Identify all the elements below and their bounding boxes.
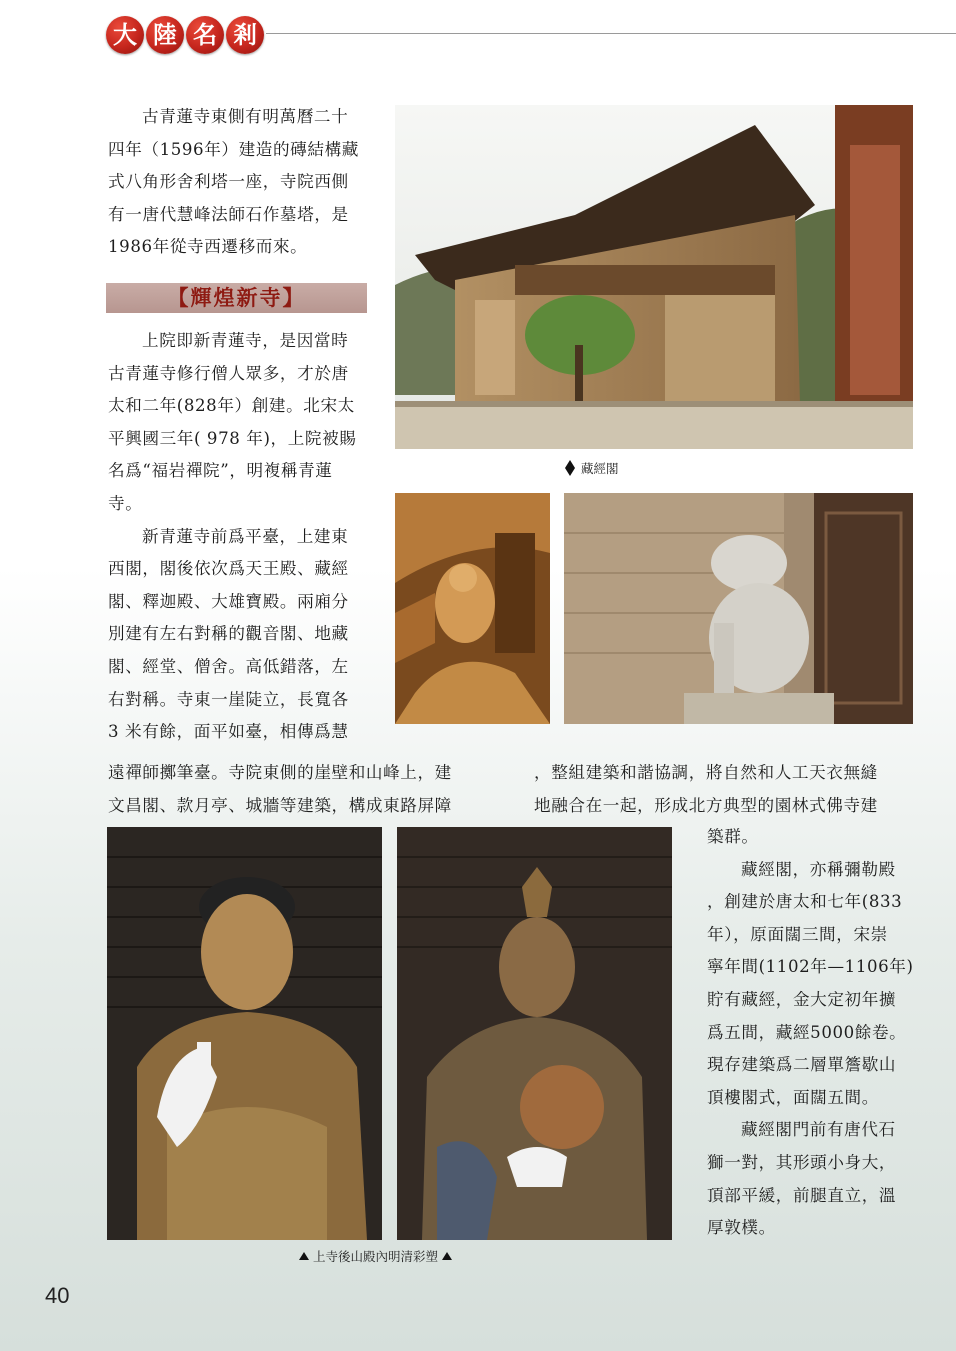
intro-paragraph	[108, 101, 370, 264]
body-line: 古青蓮寺修行僧人眾多，才於唐	[108, 363, 349, 383]
body-line: 平興國三年( 978 年)，上院被賜	[108, 428, 357, 448]
body-line: 閣、釋迦殿、大雄寶殿。兩廂分	[108, 591, 349, 611]
header-rule	[266, 33, 956, 34]
section-title: 【輝煌新寺】	[106, 283, 367, 313]
body-line: ，整組建築和諧協調，將自然和人工天衣無縫	[534, 763, 878, 782]
intro-line: 古青蓮寺東側有明萬曆二十	[142, 107, 349, 126]
buddha-statue-photo	[107, 827, 382, 1240]
caption-top	[565, 459, 619, 477]
body-line: 現存建築爲二層單簷歇山	[707, 1055, 897, 1075]
caption-bottom-text: 上寺後山殿內明清彩塑	[312, 1249, 438, 1264]
temple-hall-photo	[395, 105, 913, 449]
page-number: 40	[45, 1283, 70, 1308]
body-line: 西閣，閣後依次爲天王殿、藏經	[108, 559, 349, 579]
intro-line: 1986年從寺西遷移而來。	[108, 237, 308, 257]
body-line: 爲五間，藏經5000餘卷。	[707, 1022, 907, 1042]
wide-text-right	[534, 757, 934, 822]
body-line: 文昌閣、款月亭、城牆等建築，構成東路屏障	[108, 795, 452, 815]
column-3-text	[707, 821, 922, 1245]
body-line: ，創建於唐太和七年(833	[707, 892, 903, 912]
header-char-3: 名	[186, 16, 224, 54]
body-line: 藏經閣門前有唐代石	[741, 1120, 896, 1140]
wood-carving-photo	[395, 493, 550, 724]
bodhisattva-statue-photo	[397, 827, 672, 1240]
body-line: 頂部平緩，前腿直立，溫	[707, 1185, 897, 1205]
body-line: 頂樓閣式，面闊五間。	[707, 1087, 879, 1107]
body-line: 右對稱。寺東一崖陡立，長寬各	[108, 689, 349, 709]
column-1-text	[108, 325, 370, 749]
body-line: 閣、經堂、僧舍。高低錯落，左	[108, 656, 349, 676]
body-line: 遠禪師擲筆臺。寺院東側的崖壁和山峰上，建	[108, 763, 452, 782]
caption-bottom	[299, 1247, 452, 1265]
triangle-down-icon	[565, 468, 575, 476]
intro-line: 有一唐代慧峰法師石作墓塔，是	[108, 204, 349, 224]
triangle-up-icon	[565, 460, 575, 468]
body-line: 3 米有餘，面平如臺，相傳爲慧	[108, 722, 349, 742]
body-line: 地融合在一起，形成北方典型的園林式佛寺建	[534, 795, 878, 815]
header-char-1: 大	[106, 16, 144, 54]
caption-top-text: 藏經閣	[580, 461, 619, 476]
body-line: 築群。	[707, 827, 759, 846]
wide-text-left	[108, 757, 508, 822]
body-line: 藏經閣，亦稱彌勒殿	[741, 859, 896, 879]
intro-line: 四年（1596年）建造的磚結構藏	[108, 139, 359, 159]
body-line: 獅一對，其形頭小身大，	[707, 1152, 897, 1172]
body-line: 別建有左右對稱的觀音閣、地藏	[108, 624, 349, 644]
header-char-2: 陸	[146, 16, 184, 54]
stone-lion-photo	[564, 493, 913, 724]
body-line: 新青蓮寺前爲平臺，上建東	[142, 526, 349, 546]
header-char-4: 剎	[226, 16, 264, 54]
intro-line: 式八角形舍利塔一座，寺院西側	[108, 172, 349, 192]
body-line: 年），原面闊三間，宋崇	[707, 924, 888, 944]
body-line: 厚敦樸。	[707, 1218, 776, 1238]
body-line: 名爲“福岩禪院”，明複稱青蓮	[108, 461, 333, 481]
triangle-up-icon	[442, 1252, 452, 1260]
body-line: 寧年間(1102年—1106年)	[707, 957, 914, 977]
body-line: 上院即新青蓮寺，是因當時	[142, 331, 349, 350]
triangle-up-icon	[299, 1252, 309, 1260]
body-line: 太和二年(828年）創建。北宋太	[108, 396, 355, 416]
body-line: 貯有藏經，金大定初年擴	[707, 989, 897, 1009]
body-line: 寺。	[108, 493, 143, 513]
